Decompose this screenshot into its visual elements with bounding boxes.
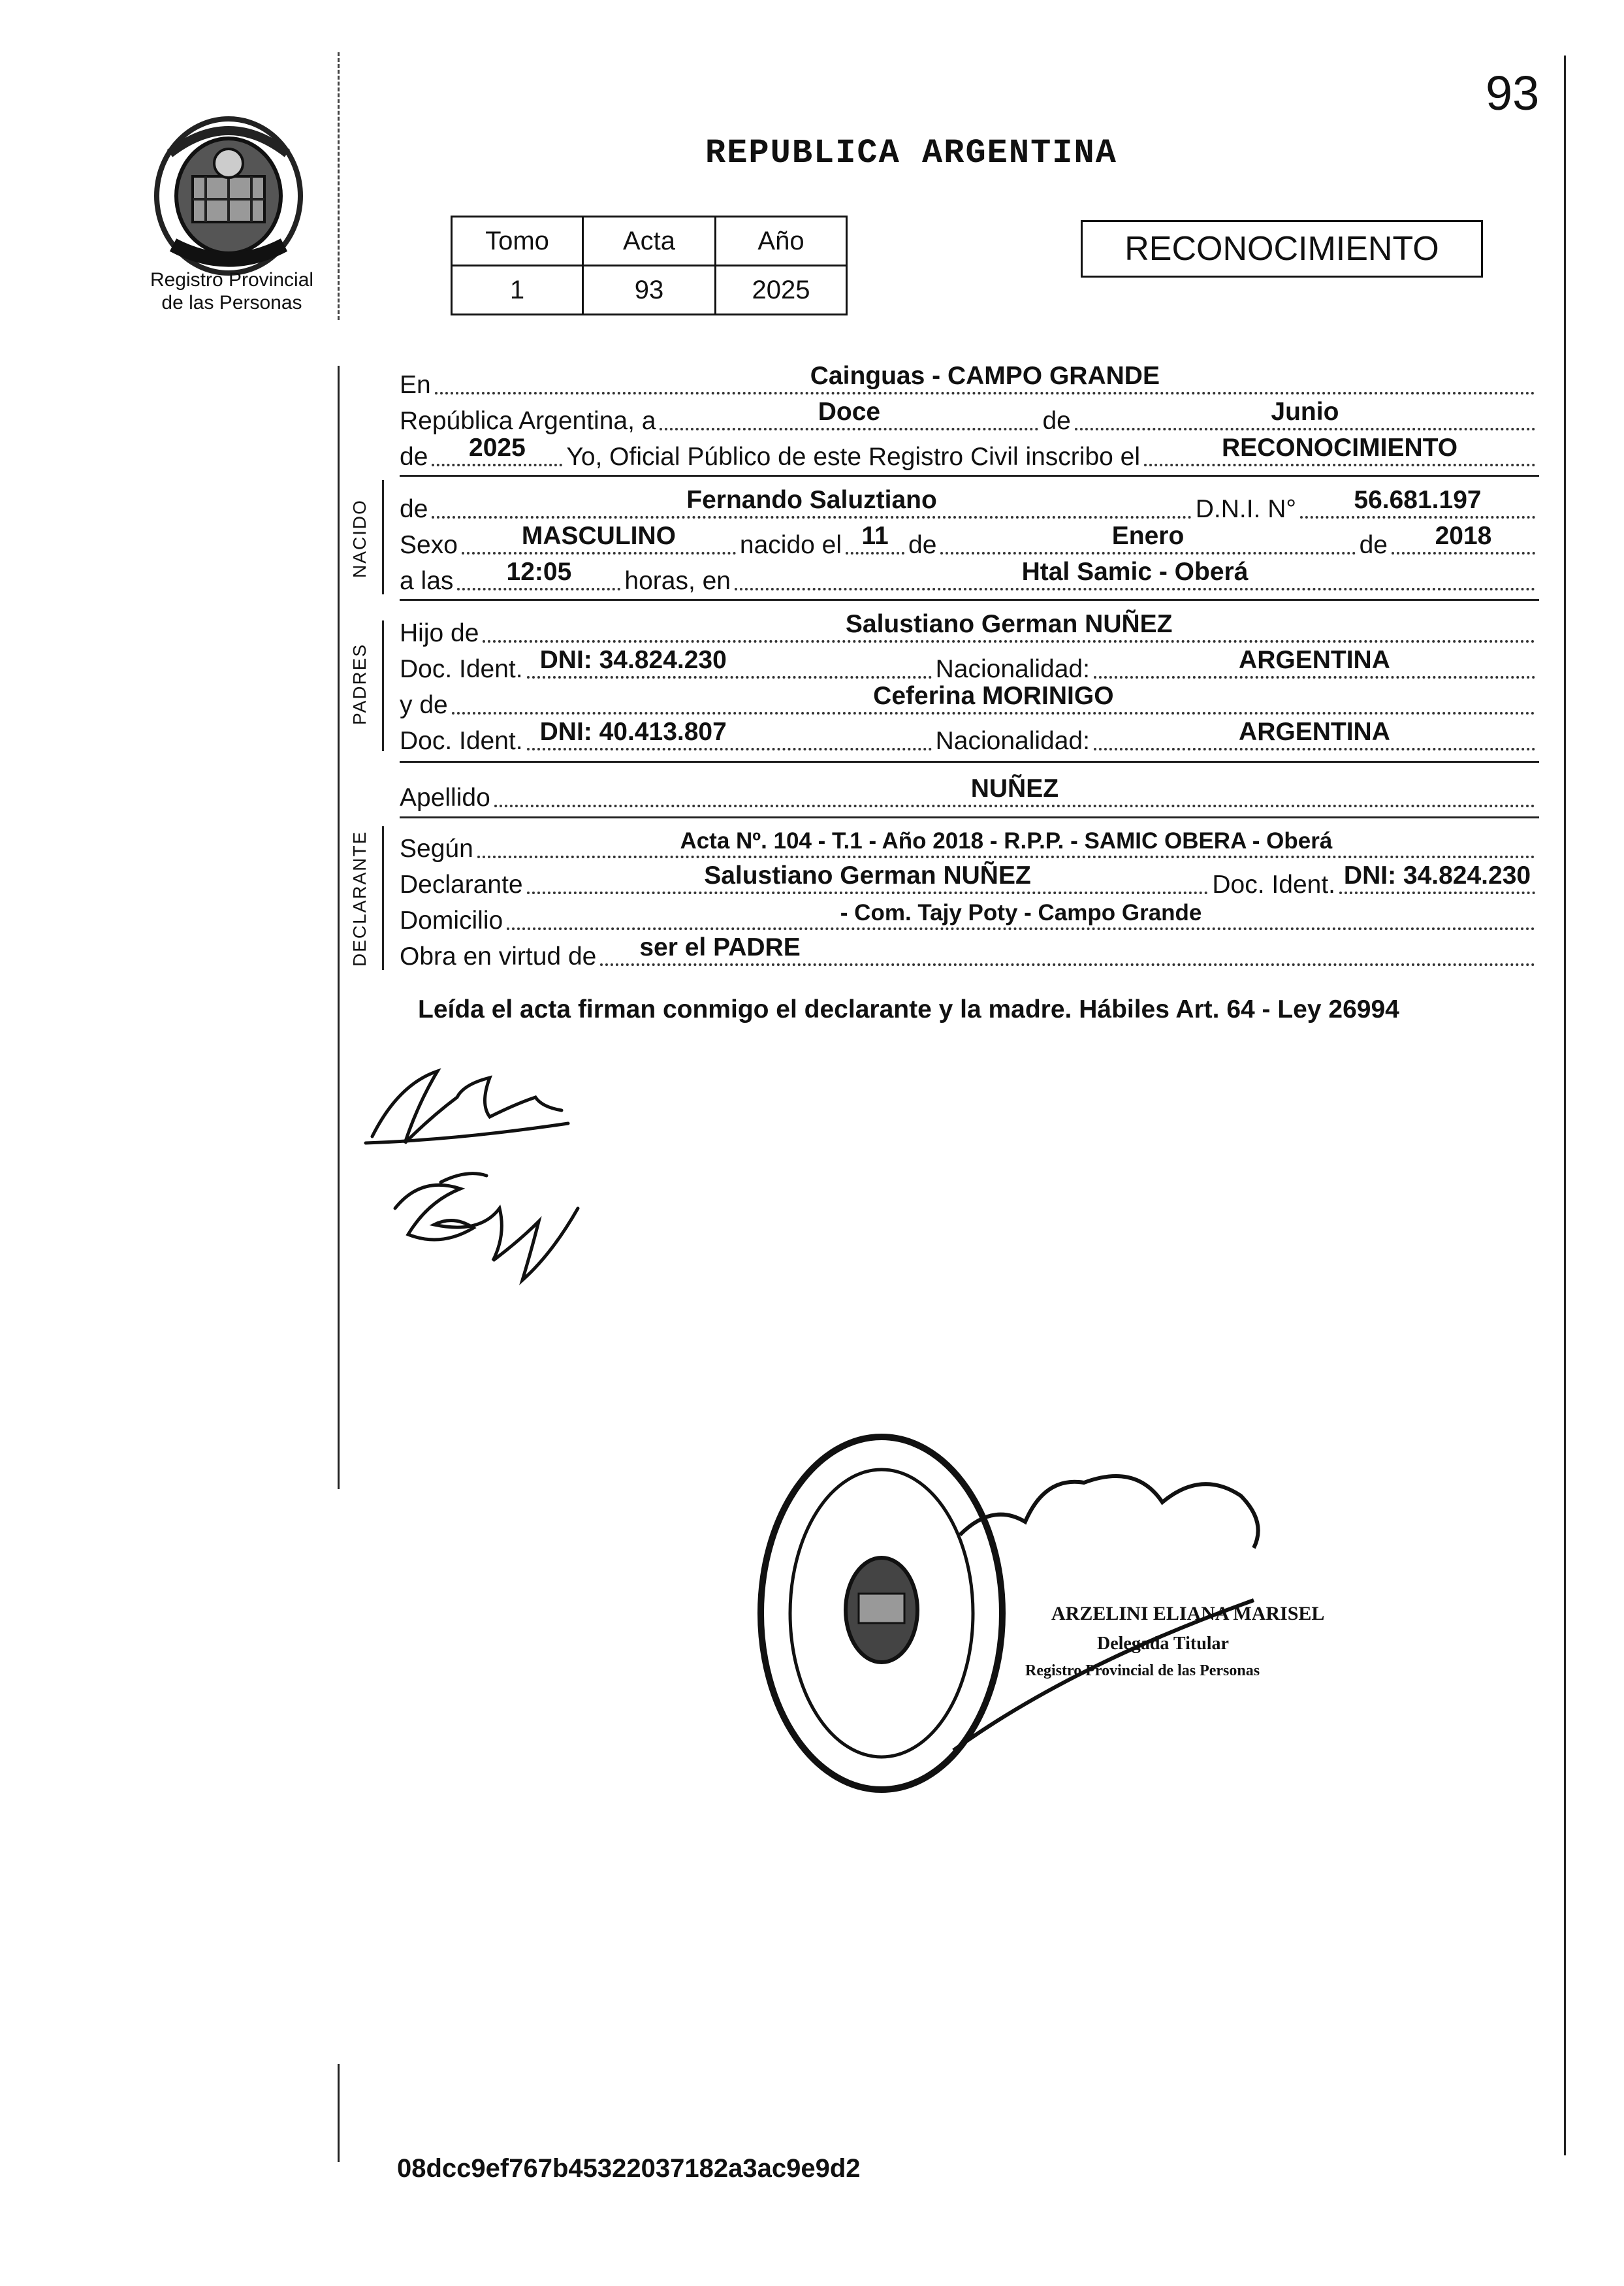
field-year: 2025 [469,434,526,462]
label-de-birth-month: de [908,531,937,559]
section-label-declarante: DECLARANTE [349,830,370,967]
field-act-type: RECONOCIMIENTO [1221,434,1458,462]
label-nacido-el: nacido el [739,531,842,559]
label-doc-ident-father: Doc. Ident. [400,655,523,683]
label-nacionalidad-mother: Nacionalidad: [935,727,1090,755]
row-father-doc [400,646,1539,684]
right-margin-line [1564,56,1566,2155]
closing-statement: Leída el acta firman conmigo el declarante y la madre. Hábiles Art. 64 - Ley 26994 [418,995,1399,1023]
field-mother-doc: DNI: 40.413.807 [539,718,727,746]
label-republica: República Argentina, a [400,407,656,435]
label-de-person: de [400,495,428,523]
field-birth-day: 11 [861,522,889,550]
field-birth-year: 2018 [1435,522,1492,550]
nacido-bracket [382,480,384,594]
record-header-acta: Acta [583,217,716,266]
left-margin-line-bottom [338,2064,340,2162]
section-label-padres: PADRES [349,643,370,725]
field-mother-name: Ceferina MORINIGO [873,682,1114,710]
row-father [400,610,1539,648]
record-value-acta: 93 [583,266,716,315]
document-title: REPUBLICA ARGENTINA [705,134,1117,172]
province-emblem-logo [147,114,310,278]
field-father-nationality: ARGENTINA [1239,646,1390,674]
padres-bracket [382,620,384,751]
field-mother-nationality: ARGENTINA [1239,718,1390,746]
row-mother-doc [400,720,1539,756]
field-location: Cainguas - CAMPO GRANDE [810,362,1160,390]
record-header-ano: Año [716,217,847,266]
row-domicile [400,900,1539,935]
registry-name-line1: Registro Provincial [150,269,314,291]
record-value-ano: 2025 [716,266,847,315]
label-apellido: Apellido [400,784,490,812]
row-surname [400,777,1539,813]
label-de-year: de [400,443,428,471]
field-day: Doce [818,398,881,426]
field-segun: Acta Nº. 104 - T.1 - Año 2018 - R.P.P. - SAMIC OBERA - Oberá [680,828,1333,854]
row-declarant [400,861,1539,899]
record-type-box: RECONOCIMIENTO [1081,220,1483,278]
section-label-nacido: NACIDO [349,499,370,578]
field-dni: 56.681.197 [1354,486,1482,514]
field-father-name: Salustiano German NUÑEZ [845,610,1173,638]
field-surname: NUÑEZ [970,775,1059,803]
svg-text:Registro Provincial de las Per: Registro Provincial de las Personas [1025,1662,1260,1679]
label-doc-ident-declarant: Doc. Ident. [1212,871,1335,899]
field-capacity: ser el PADRE [639,933,801,961]
row-date [400,400,1539,436]
label-domicilio: Domicilio [400,907,503,935]
label-a-las: a las [400,567,454,595]
divider-3 [400,761,1539,763]
field-month: Junio [1271,398,1339,426]
label-de-birth-year: de [1359,531,1388,559]
row-mother [400,684,1539,720]
label-y-de: y de [400,691,448,719]
mother-signature [382,1163,597,1293]
declarant-signature [359,1045,575,1156]
field-father-doc: DNI: 34.824.230 [539,646,727,674]
official-stamp [744,1424,1332,1803]
divider-4 [400,816,1539,818]
label-sexo: Sexo [400,531,458,559]
field-declarant-doc: DNI: 34.824.230 [1343,861,1531,890]
label-dni: D.N.I. N° [1195,495,1296,523]
divider-2 [400,599,1539,601]
divider-1 [400,475,1539,477]
document-hash: 08dcc9ef767b45322037182a3ac9e9d2 [397,2154,861,2183]
field-birth-place: Htal Samic - Oberá [1021,558,1249,586]
label-doc-ident-mother: Doc. Ident. [400,727,523,755]
row-sex-birth [400,524,1539,560]
field-declarant-name: Salustiano German NUÑEZ [704,861,1031,890]
field-birth-time: 12:05 [506,558,572,586]
label-segun: Según [400,835,473,863]
registry-name-line2: de las Personas [161,292,302,314]
svg-text:Delegada Titular: Delegada Titular [1097,1634,1229,1654]
field-domicile: - Com. Tajy Poty - Campo Grande [840,900,1202,926]
row-time-place [400,560,1539,596]
label-hijo-de: Hijo de [400,619,479,647]
label-en: En [400,371,431,399]
page-number: 93 [1486,66,1540,120]
record-table [451,216,848,315]
field-birth-month: Enero [1111,522,1185,550]
label-nacionalidad-father: Nacionalidad: [935,655,1090,683]
left-margin-line [338,366,340,1489]
label-de: de [1042,407,1071,435]
field-sex: MASCULINO [521,522,676,550]
label-horas-en: horas, en [624,567,731,595]
row-capacity [400,933,1539,971]
label-declarante: Declarante [400,871,523,899]
record-header-tomo: Tomo [452,217,583,266]
svg-text:ARZELINI ELIANA MARISEL: ARZELINI ELIANA MARISEL [1051,1603,1325,1624]
label-obra-en-virtud: Obra en virtud de [400,942,597,971]
declarante-bracket [382,826,384,970]
officer-statement: Yo, Oficial Público de este Registro Civil inscribo el [566,443,1141,471]
record-value-tomo: 1 [452,266,583,315]
field-person-name: Fernando Saluztiano [686,486,937,514]
row-person [400,486,1539,524]
row-location [400,364,1539,400]
row-officer [400,436,1539,472]
row-segun [400,828,1539,863]
